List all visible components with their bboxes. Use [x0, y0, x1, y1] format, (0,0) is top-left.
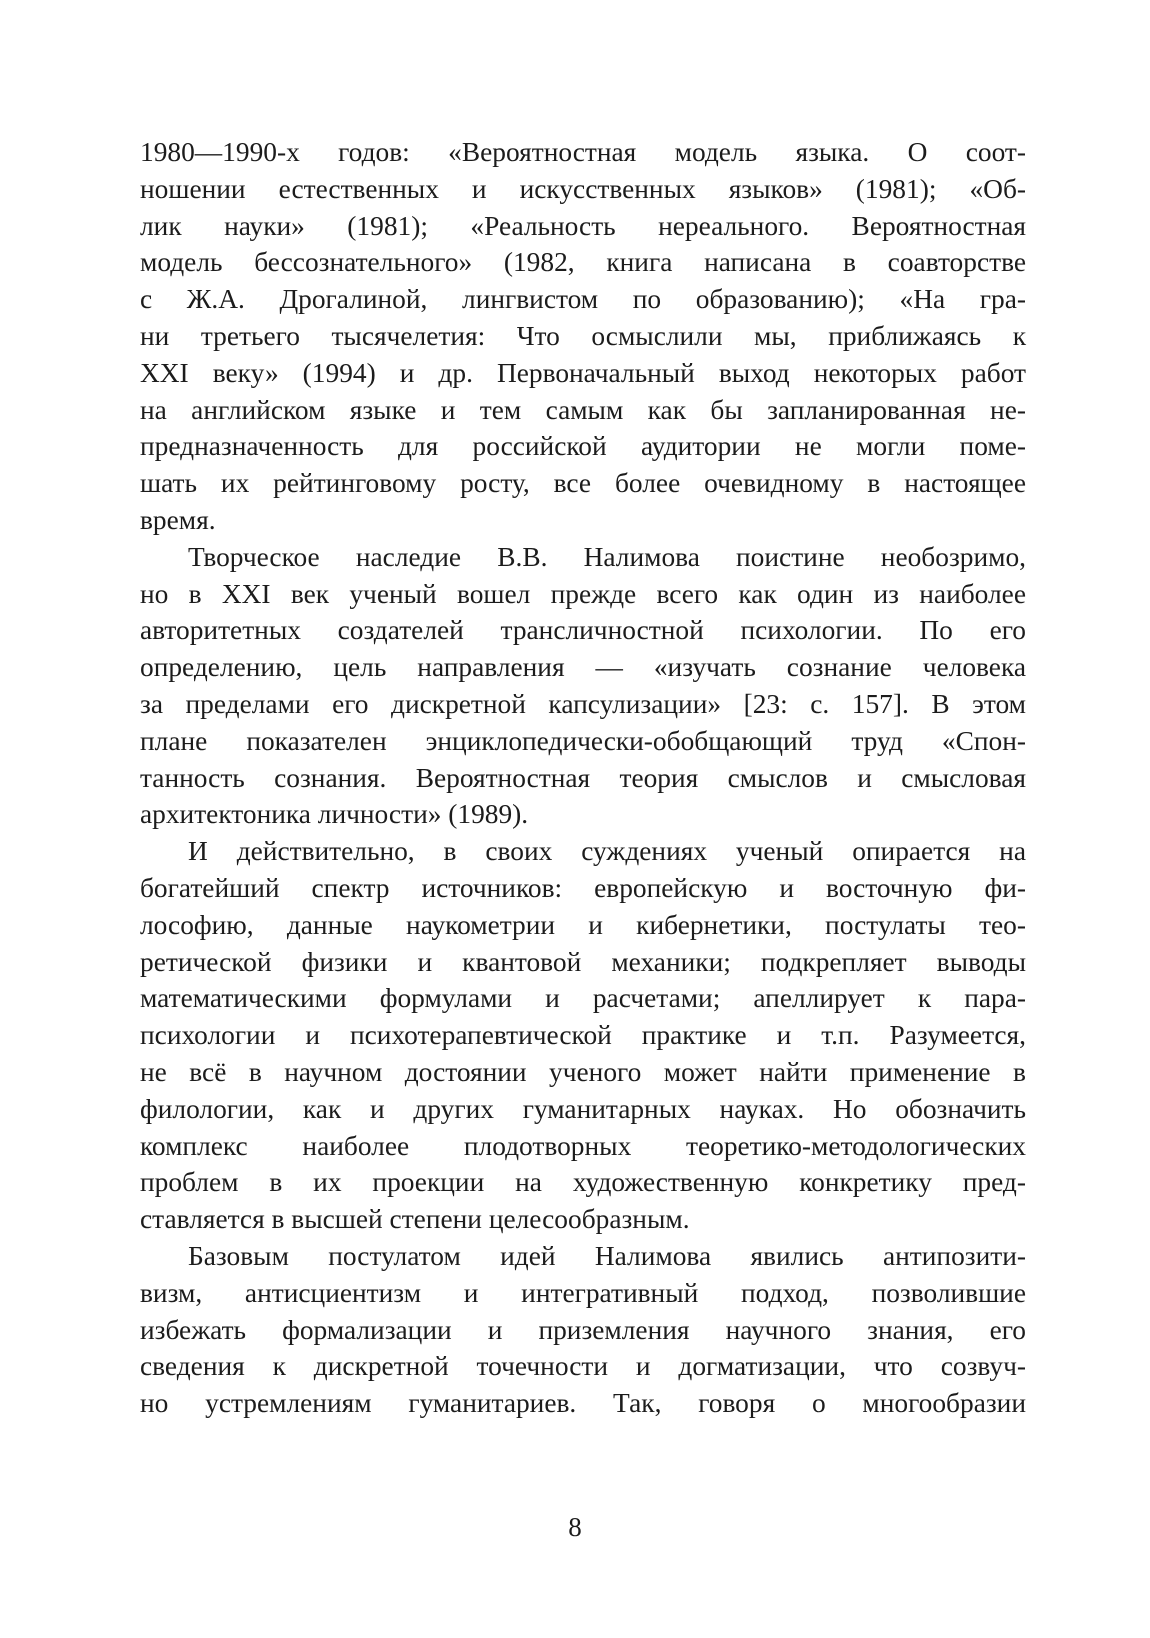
text-line: лик науки» (1981); «Реальность нереального. Вероятностная: [140, 210, 1026, 241]
text-line: комплекс наиболее плодотворных теоретико-методологических: [140, 1130, 1026, 1161]
text-line: И действительно, в своих суждениях ученый опирается на: [188, 836, 1026, 867]
text-line: предназначенность для российской аудитории не могли поме-: [140, 431, 1026, 462]
text-line: плане показателен энциклопедически-обобщающий труд «Спон-: [140, 725, 1026, 756]
text-line: ношении естественных и искусственных языков» (1981); «Об-: [140, 173, 1026, 204]
text-line: богатейший спектр источников: европейскую и восточную фи-: [140, 872, 1026, 903]
text-line: сведения к дискретной точечности и догматизации, что созвуч-: [140, 1351, 1026, 1382]
body-text: [140, 134, 1026, 1422]
text-line: но в XXI век ученый вошел прежде всего как один из наиболее: [140, 578, 1026, 609]
text-line: математическими формулами и расчетами; апеллирует к пара-: [140, 983, 1026, 1014]
text-line: авторитетных создателей трансличностной психологии. По его: [140, 615, 1026, 646]
text-line: время.: [140, 504, 216, 535]
text-line: XXI веку» (1994) и др. Первоначальный выход некоторых работ: [140, 357, 1026, 388]
text-line: визм, антисциентизм и интегративный подход, позволившие: [140, 1277, 1026, 1308]
text-line: ставляется в высшей степени целесообразным.: [140, 1204, 690, 1235]
text-line: филологии, как и других гуманитарных науках. Но обозначить: [140, 1093, 1026, 1124]
text-line: но устремлениям гуманитариев. Так, говоря о многообразии: [140, 1388, 1026, 1419]
text-line: лософию, данные наукометрии и кибернетики, постулаты тео-: [140, 909, 1026, 940]
text-line: психологии и психотерапевтической практике и т.п. Разумеется,: [140, 1020, 1026, 1051]
text-line: избежать формализации и приземления научного знания, его: [140, 1314, 1026, 1345]
text-line: Творческое наследие В.В. Налимова поистине необозримо,: [188, 541, 1026, 572]
text-line: с Ж.А. Дрогалиной, лингвистом по образованию); «На гра-: [140, 284, 1026, 315]
text-line: ни третьего тысячелетия: Что осмыслили мы, приближаясь к: [140, 320, 1026, 351]
text-line: не всё в научном достоянии ученого может найти применение в: [140, 1056, 1026, 1087]
text-line: танность сознания. Вероятностная теория смыслов и смысловая: [140, 762, 1026, 793]
text-line: за пределами его дискретной капсулизации» [23: с. 157]. В этом: [140, 688, 1026, 719]
text-line: на английском языке и тем самым как бы запланированная не-: [140, 394, 1026, 425]
text-line: архитектоника личности» (1989).: [140, 799, 529, 830]
text-line: шать их рейтинговому росту, все более очевидному в настоящее: [140, 468, 1026, 499]
text-line: определению, цель направления — «изучать сознание человека: [140, 652, 1026, 683]
page-number: 8: [568, 1512, 582, 1542]
text-line: проблем в их проекции на художественную конкретику пред-: [140, 1167, 1026, 1198]
text-line: Базовым постулатом идей Налимова явились антипозити-: [188, 1240, 1026, 1271]
text-line: 1980—1990-х годов: «Вероятностная модель языка. О соот-: [140, 137, 1026, 167]
text-line: модель бессознательного» (1982, книга написана в соавторстве: [140, 247, 1026, 278]
text-line: ретической физики и квантовой механики; подкрепляет выводы: [140, 946, 1026, 977]
